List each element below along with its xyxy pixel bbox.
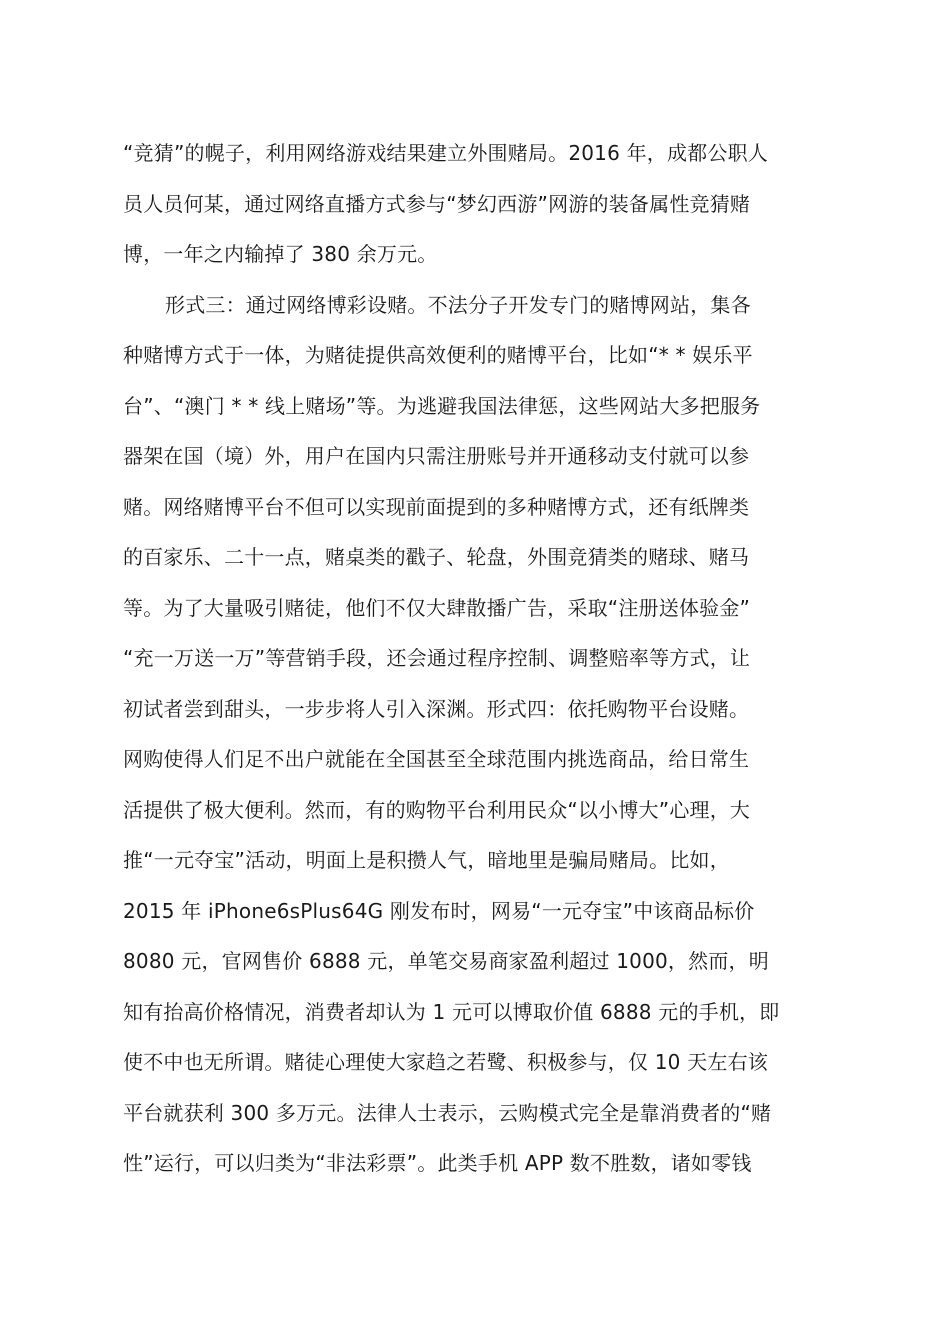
text-line: “充一万送一万”等营销手段，还会通过程序控制、调整赔率等方式，让 — [123, 646, 751, 670]
text-line: “竞猜”的幌子，利用网络游戏结果建立外围赌局。2016 年，成都公职人 — [123, 141, 768, 165]
text-line: 种赌博方式于一体，为赌徒提供高效便利的赌博平台，比如“* * 娱乐平 — [123, 343, 753, 367]
text-line: 性”运行，可以归类为“非法彩票”。此类手机 APP 数不胜数，诸如零钱 — [123, 1151, 752, 1175]
text-line: 博，一年之内输掉了 380 余万元。 — [123, 242, 438, 266]
paragraph-start-line: 形式三：通过网络博彩设赌。不法分子开发专门的赌博网站，集各 — [165, 292, 751, 317]
text-line: 初试者尝到甜头，一步步将人引入深渊。形式四：依托购物平台设赌。 — [123, 696, 750, 721]
body-text — [123, 128, 843, 1189]
text-line: 2015 年 iPhone6sPlus64G 刚发布时，网易“一元夺宝”中该商品标价 — [123, 898, 755, 923]
text-line: 器架在国（境）外，用户在国内只需注册账号并开通移动支付就可以参 — [123, 444, 750, 468]
text-line: 8080 元，官网售价 6888 元，单笔交易商家盈利超过 1000，然而，明 — [123, 949, 769, 973]
text-line: 推“一元夺宝”活动，明面上是积攒人气，暗地里是骗局赌局。比如， — [123, 848, 730, 872]
text-line: 知有抬高价格情况，消费者却认为 1 元可以博取价值 6888 元的手机，即 — [123, 999, 780, 1024]
text-line: 平台就获利 300 多万元。法律人士表示，云购模式完全是靠消费者的“赌 — [123, 1100, 772, 1125]
text-line: 的百家乐、二十一点，赌桌类的戳子、轮盘，外围竞猜类的赌球、赌马 — [123, 545, 750, 569]
text-line: 使不中也无所谓。赌徒心理使大家趋之若鹭、积极参与，仅 10 天左右该 — [123, 1050, 768, 1074]
text-line: 网购使得人们足不出户就能在全国甚至全球范围内挑选商品，给日常生 — [123, 747, 750, 771]
text-line: 活提供了极大便利。然而，有的购物平台利用民众“以小博大”心理，大 — [123, 797, 751, 822]
text-line: 台”、“澳门 * * 线上赌场”等。为逃避我国法律惩，这些网站大多把服务 — [123, 393, 761, 418]
text-line: 员人员何某，通过网络直播方式参与“梦幻西游”网游的装备属性竞猜赌 — [123, 191, 751, 216]
text-line: 等。为了大量吸引赌徒，他们不仅大肆散播广告，采取“注册送体验金” — [123, 595, 751, 620]
text-line: 赌。网络赌博平台不但可以实现前面提到的多种赌博方式，还有纸牌类 — [123, 494, 750, 519]
